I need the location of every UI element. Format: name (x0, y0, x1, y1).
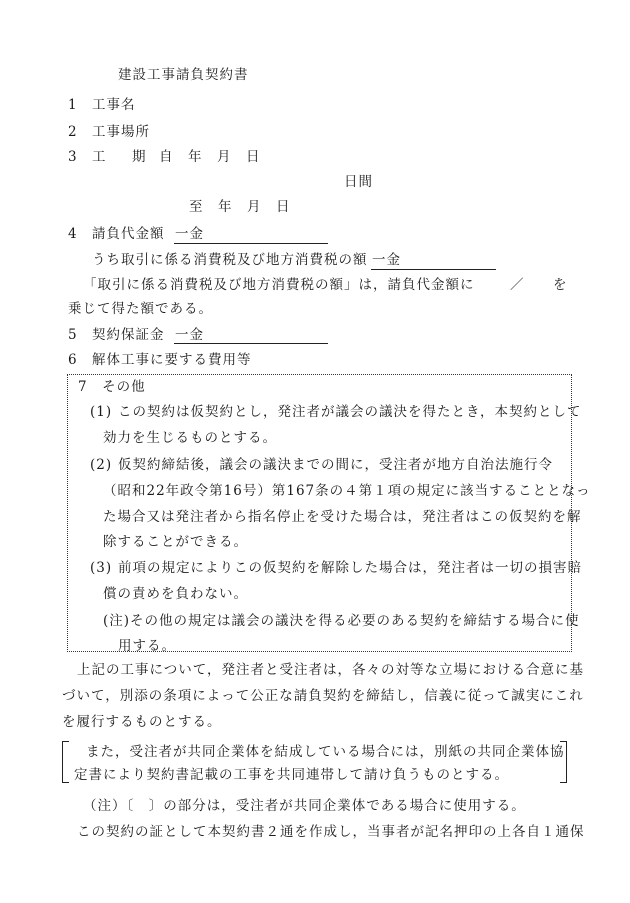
item-1-label: 工事名 (92, 97, 136, 113)
item-6-label: 解体工事に要する費用等 (92, 352, 252, 368)
item-5-amount-underline (174, 343, 328, 344)
p3-line-2: 償の責めを負わない。 (103, 586, 248, 602)
p2-line-4: 除することができる。 (103, 534, 248, 550)
jv-note: （注）〔 〕の部分は，受注者が共同企業体である場合に使用する。 (83, 798, 526, 814)
item-3-days: 日間 (344, 174, 373, 190)
p3-line-1: 前項の規定によりこの仮契約を解除した場合は，発注者は一切の損害賠 (118, 560, 582, 576)
p2-number: (2) (90, 457, 113, 473)
p2-line-3: た場合又は発注者から指名停止を受けた場合は，発注者はこの仮契約を解 (103, 509, 582, 525)
item-6-number: 6 (68, 352, 78, 368)
item-3-label-2: 期 (132, 149, 147, 165)
item-4-tax-underline (371, 269, 496, 270)
item-4-tax-label: うち取引に係る消費税及び地方消費税の額 (92, 252, 368, 268)
item-3-to-date: 至 年 月 日 (189, 199, 291, 215)
contract-title: 建設工事請負契約書 (118, 67, 249, 83)
item-4-slash: ／ (510, 277, 525, 293)
other-heading: 7 その他 (78, 379, 146, 395)
jv-bracket-left (62, 741, 69, 783)
item-2-label: 工事場所 (92, 124, 150, 140)
p3-number: (3) (90, 560, 113, 576)
item-4-amount-underline (174, 243, 328, 244)
p1-number: (1) (90, 404, 113, 420)
item-5-amount: 一金 (175, 327, 204, 343)
item-4-wo: を (553, 277, 568, 293)
item-3-number: 3 (68, 149, 78, 165)
item-4-number: 4 (68, 226, 78, 242)
item-5-label: 契約保証金 (92, 327, 165, 343)
item-4-label: 請負代金額 (92, 226, 165, 242)
item-3-label-1: 工 (92, 149, 107, 165)
p1-line-2: 効力を生じるものとする。 (103, 430, 277, 446)
item-1-number: 1 (68, 97, 78, 113)
item-3-from-date: 自 年 月 日 (159, 149, 261, 165)
p2-line-2: （昭和22年政令第16号）第167条の４第１項の規定に該当することとなっ (103, 483, 591, 499)
jv-line-2: 定書により契約書記載の工事を共同連帯して請け負うものとする。 (74, 767, 509, 783)
closing-line: この契約の証として本契約書２通を作成し，当事者が記名押印の上各自１通保 (77, 824, 585, 840)
item-4-note-line-1: 「取引に係る消費税及び地方消費税の額」は，請負代金額に (83, 277, 475, 293)
item-4-note-line-2: 乗じて得た額である。 (68, 301, 213, 317)
item-2-number: 2 (68, 124, 78, 140)
note-line-2: 用する。 (118, 638, 176, 654)
item-4-amount: 一金 (175, 226, 204, 242)
body-line-2: づいて，別添の条項によって公正な請負契約を締結し，信義に従って誠実にこれ (62, 688, 584, 704)
jv-line-1: また，受注者が共同企業体を結成している場合には，別紙の共同企業体協 (86, 744, 565, 760)
p2-line-1: 仮契約締結後，議会の議決までの間に，受注者が地方自治法施行令 (118, 457, 553, 473)
body-line-1: 上記の工事について，発注者と受注者は，各々の対等な立場における合意に基 (77, 662, 584, 678)
body-line-3: を履行するものとする。 (62, 714, 222, 730)
note-line-1: (注)その他の規定は議会の議決を得る必要のある契約を締結する場合に使 (103, 613, 580, 629)
item-5-number: 5 (68, 327, 78, 343)
p1-line-1: この契約は仮契約とし，発注者が議会の議決を得たとき，本契約として (118, 404, 582, 420)
item-4-tax-amount: 一金 (372, 252, 401, 268)
